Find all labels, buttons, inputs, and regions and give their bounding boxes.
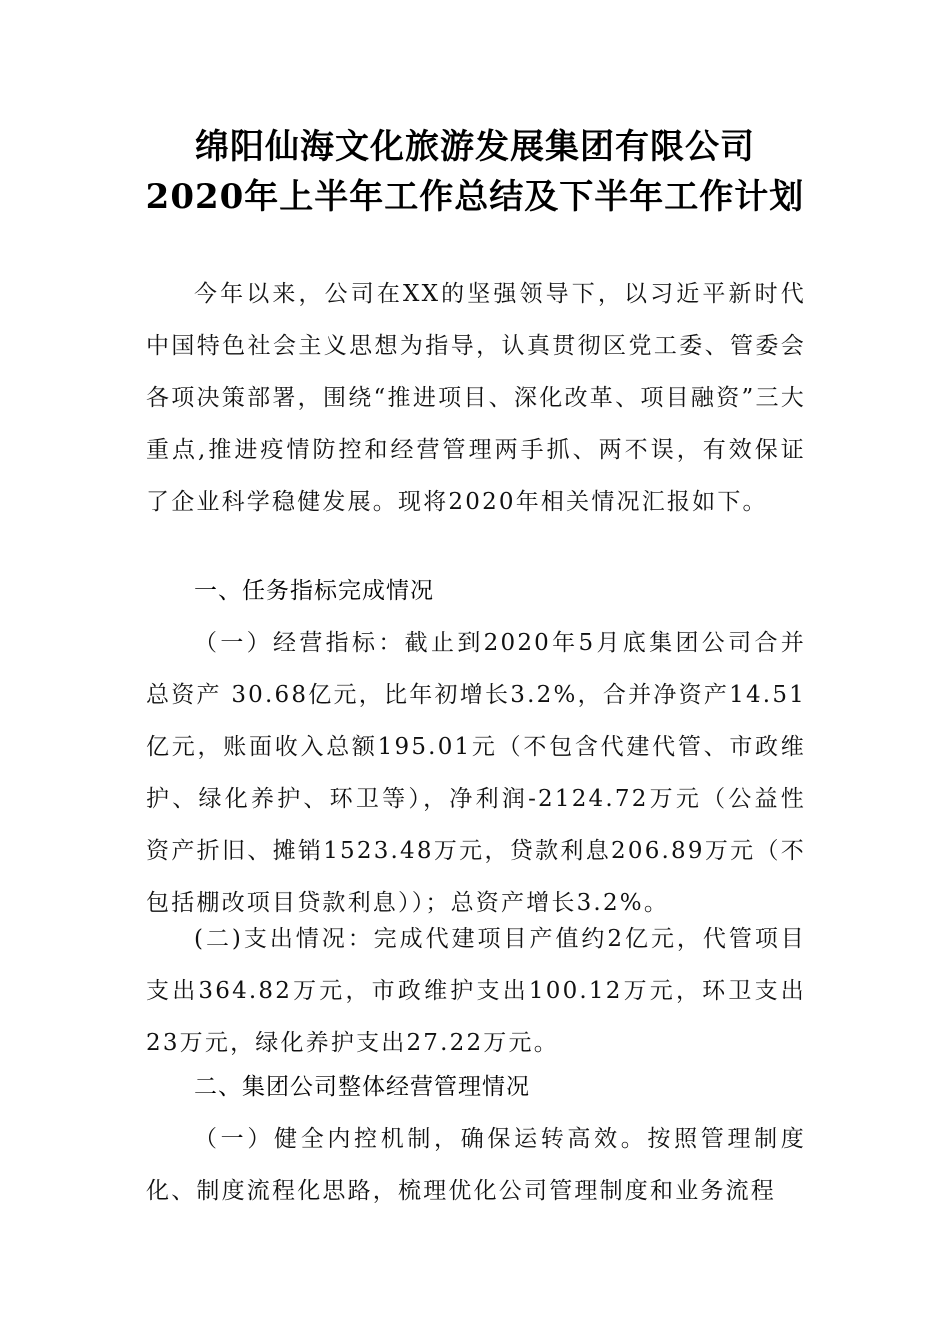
section1-paragraph2: (二)支出情况：完成代建项目产值约2亿元，代管项目支出364.82万元，市政维护支出100.12万元，环卫支出23万元，绿化养护支出27.22万元。 [146,926,806,1056]
section1-paragraph1: （一）经营指标：截止到2020年5月底集团公司合并总资产 30.68亿元，比年初增长3.2%，合并净资产14.51亿元，账面收入总额195.01元（不包含代建代管、市政维护、绿化养护、环卫等），净利润-2124.72万元（公益性资产折旧、摊销1523.48万元，贷款利息206.89万元（不包括棚改项目贷款利息））；总资产增长3.2%。 [146,630,806,916]
document-title-line1: 绵阳仙海文化旅游发展集团有限公司 [195,127,755,167]
section2-heading: 二、集团公司整体经营管理情况 [194,1074,530,1100]
section1-heading: 一、任务指标完成情况 [194,578,434,604]
intro-paragraph: 今年以来，公司在XX的坚强领导下，以习近平新时代中国特色社会主义思想为指导，认真贯彻区党工委、管委会各项决策部署，围绕“推进项目、深化改革、项目融资”三大重点,推进疫情防控和经营管理两手抓、两不误，有效保证了企业科学稳健发展。现将2020年相关情况汇报如下。 [146,281,806,515]
document-title-line2: 2020年上半年工作总结及下半年工作计划 [145,177,805,217]
section2-paragraph1: （一）健全内控机制，确保运转高效。按照管理制度化、制度流程化思路，梳理优化公司管理制度和业务流程 [146,1126,806,1204]
